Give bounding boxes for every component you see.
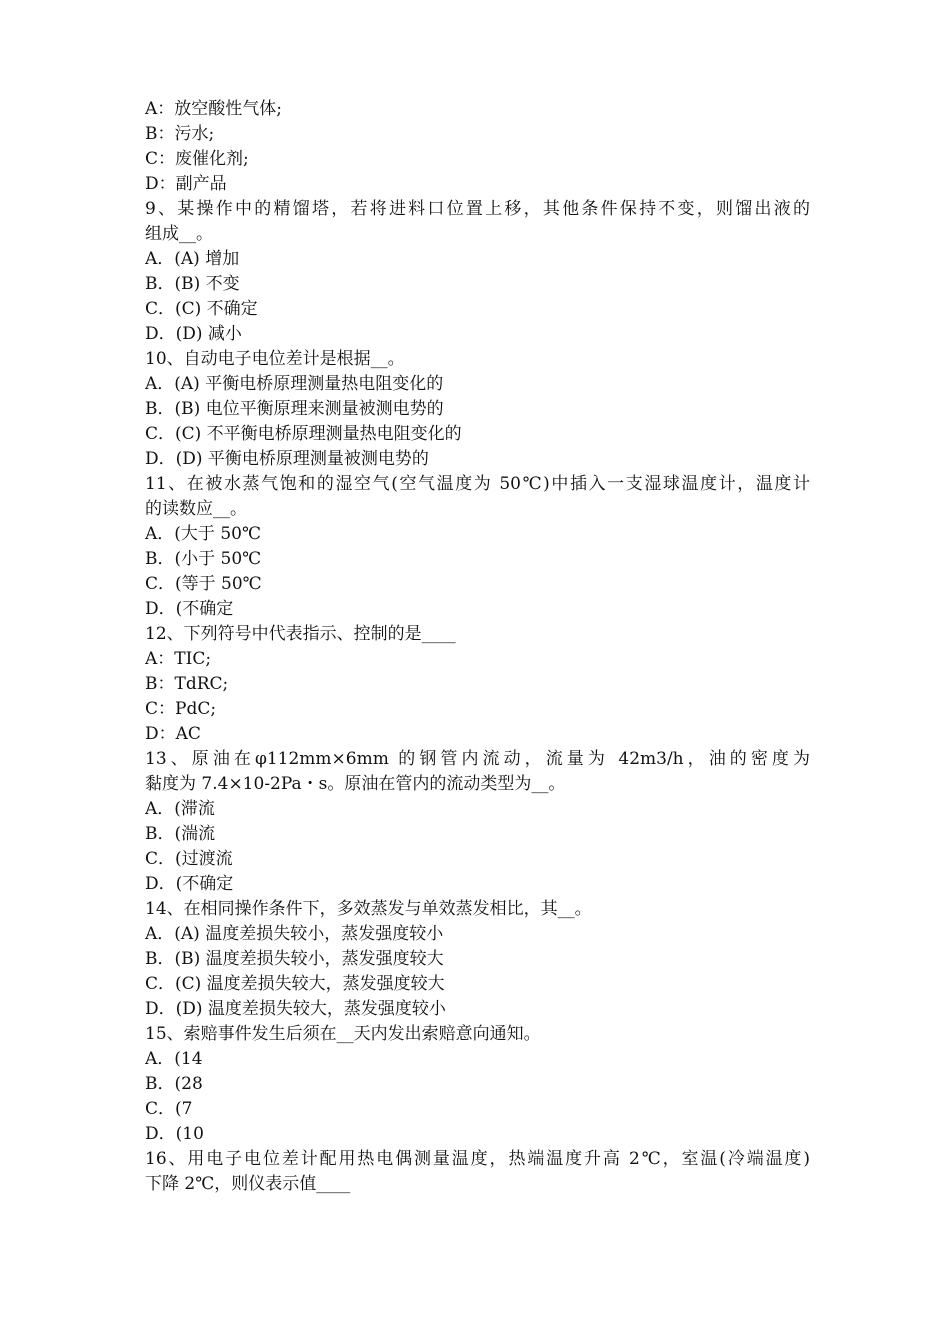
option-line: C：废催化剂; [145, 149, 249, 169]
option-line: C．(C) 不平衡电桥原理测量热电阻变化的 [145, 424, 462, 444]
option-line: B．(B) 电位平衡原理来测量被测电势的 [145, 399, 444, 419]
option-line: D．(D) 减小 [145, 324, 242, 344]
option-line: A．(大于 50℃ [145, 524, 261, 544]
question-16-line-2: 下降 2℃，则仪表示值____ [145, 1174, 351, 1194]
option-line: B：TdRC; [145, 674, 229, 694]
option-line: B．(28 [145, 1074, 203, 1094]
option-line: B．(B) 不变 [145, 274, 240, 294]
option-line: C．(C) 温度差损失较大，蒸发强度较大 [145, 974, 445, 994]
question-9-line-2: 组成__。 [145, 224, 213, 244]
option-line: B．(小于 50℃ [145, 549, 262, 569]
option-line: A．(A) 增加 [145, 249, 240, 269]
option-line: D．(D) 平衡电桥原理测量被测电势的 [145, 449, 429, 469]
option-line: D．(D) 温度差损失较大，蒸发强度较小 [145, 999, 446, 1019]
option-line: B．(B) 温度差损失较小，蒸发强度较大 [145, 949, 444, 969]
option-line: D．(不确定 [145, 874, 234, 894]
option-line: A：TIC; [145, 649, 212, 669]
option-line: A．(滞流 [145, 799, 215, 819]
option-line: C．(7 [145, 1099, 193, 1119]
question-13-line-1: 13、原油在φ112mm×6mm 的钢管内流动，流量为 42m3/h，油的密度为 [145, 749, 810, 769]
question-11-line-2: 的读数应__。 [145, 499, 247, 519]
option-line: B：污水; [145, 124, 215, 144]
option-line: D．(10 [145, 1124, 204, 1144]
option-line: A：放空酸性气体; [145, 99, 283, 119]
question-11-line-1: 11、在被水蒸气饱和的湿空气(空气温度为 50℃)中插入一支湿球温度计，温度计 [145, 474, 810, 494]
question-9-line-1: 9、某操作中的精馏塔，若将进料口位置上移，其他条件保持不变，则馏出液的 [145, 199, 810, 219]
option-line: D：副产品 [145, 174, 227, 194]
option-line: C．(C) 不确定 [145, 299, 258, 319]
option-line: D．(不确定 [145, 599, 234, 619]
question-16-line-1: 16、用电子电位差计配用热电偶测量温度，热端温度升高 2℃，室温(冷端温度) [145, 1149, 810, 1169]
option-line: A．(14 [145, 1049, 203, 1069]
option-line: D：AC [145, 724, 201, 744]
option-line: C．(过渡流 [145, 849, 233, 869]
question-15: 15、索赔事件发生后须在__天内发出索赔意向通知。 [145, 1024, 541, 1044]
option-line: A．(A) 平衡电桥原理测量热电阻变化的 [145, 374, 444, 394]
question-14: 14、在相同操作条件下，多效蒸发与单效蒸发相比，其__。 [145, 899, 592, 919]
question-10: 10、自动电子电位差计是根据__。 [145, 349, 405, 369]
option-line: A．(A) 温度差损失较小，蒸发强度较小 [145, 924, 444, 944]
option-line: B．(湍流 [145, 824, 216, 844]
option-line: C．(等于 50℃ [145, 574, 262, 594]
question-12: 12、下列符号中代表指示、控制的是____ [145, 624, 456, 644]
question-13-line-2: 黏度为 7.4×10-2Pa・s。原油在管内的流动类型为__。 [145, 774, 566, 794]
option-line: C：PdC; [145, 699, 217, 719]
document-body [145, 97, 810, 1197]
